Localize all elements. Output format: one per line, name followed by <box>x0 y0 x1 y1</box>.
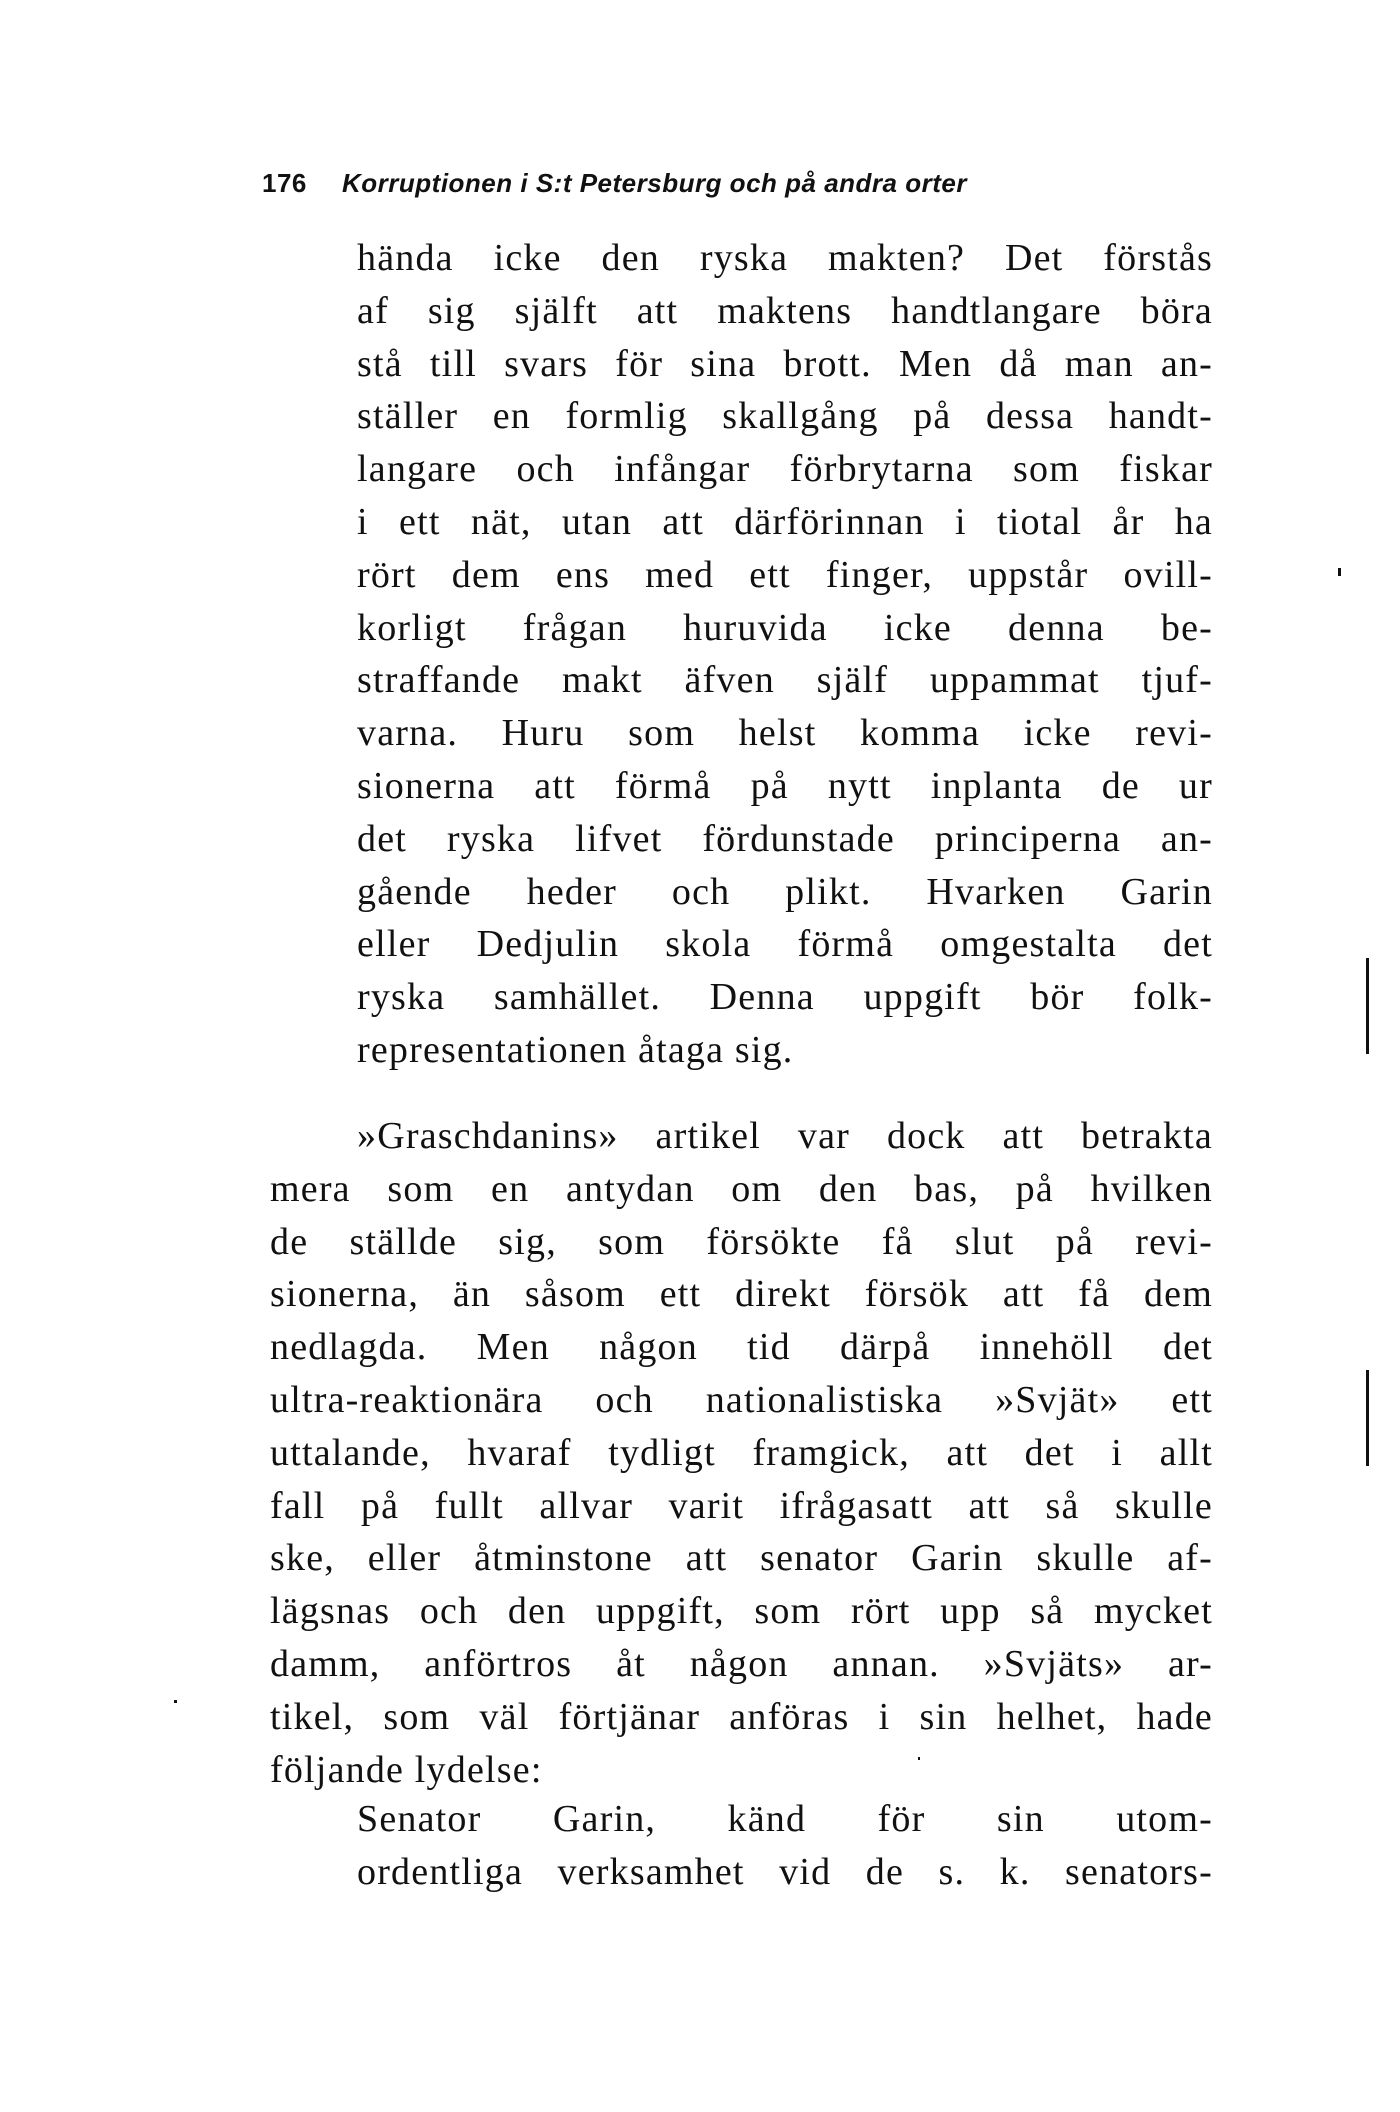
quoted-article <box>357 1793 1213 1899</box>
continuation-paragraph <box>357 232 1213 1077</box>
text-line: fall på fullt allvar varit ifrågasatt att så skulle <box>270 1484 1213 1527</box>
text-line: uttalande, hvaraf tydligt framgick, att det i allt <box>270 1431 1213 1474</box>
text-line: korligt frågan huruvida icke denna be- <box>357 606 1213 649</box>
text-line: sionerna, än såsom ett direkt försök att få dem <box>270 1273 1213 1316</box>
text-line: eller Dedjulin skola förmå omgestalta det <box>357 923 1213 966</box>
text-line: ryska samhället. Denna uppgift bör folk- <box>357 976 1213 1019</box>
body-paragraph <box>270 1110 1213 1796</box>
text-line: i ett nät, utan att därförinnan i tiotal år ha <box>357 500 1213 543</box>
text-line: af sig själft att maktens handtlangare böra <box>357 289 1213 332</box>
text-line: hända icke den ryska makten? Det förstås <box>357 237 1213 279</box>
text-line: de ställde sig, som försökte få slut på revi- <box>270 1220 1213 1263</box>
text-line: Senator Garin, känd för sin utom- <box>357 1798 1213 1840</box>
text-line: ske, eller åtminstone att senator Garin skulle af- <box>270 1537 1213 1580</box>
text-line: straffande makt äfven själf uppammat tjuf- <box>357 659 1213 702</box>
text-line: ordentliga verksamhet vid de s. k. senators- <box>357 1850 1213 1893</box>
page-number: 176 <box>262 168 307 198</box>
text-line: gående heder och plikt. Hvarken Garin <box>357 870 1213 913</box>
text-line: nedlagda. Men någon tid därpå innehöll det <box>270 1326 1213 1369</box>
text-line: »Graschdanins» artikel var dock att betrakta <box>357 1115 1213 1157</box>
margin-speck <box>918 1757 920 1760</box>
text-line: det ryska lifvet fördunstade principerna an- <box>357 817 1213 860</box>
text-line: tikel, som väl förtjänar anföras i sin helhet, hade <box>270 1695 1213 1738</box>
text-line: mera som en antydan om den bas, på hvilken <box>270 1167 1213 1210</box>
text-line: langare och infångar förbrytarna som fiskar <box>357 448 1213 491</box>
margin-rule <box>1366 1370 1369 1466</box>
text-line: varna. Huru som helst komma icke revi- <box>357 712 1213 755</box>
margin-speck <box>1338 568 1341 576</box>
text-line: stå till svars för sina brott. Men då man an- <box>357 342 1213 385</box>
text-line: sionerna att förmå på nytt inplanta de ur <box>357 764 1213 807</box>
text-line: följande lydelse: <box>270 1748 543 1791</box>
margin-rule <box>1366 958 1369 1054</box>
margin-speck <box>174 1700 177 1703</box>
text-line: ultra-reaktionära och nationalistiska »Svjät» ett <box>270 1378 1213 1421</box>
text-line: rört dem ens med ett finger, uppstår ovill- <box>357 553 1213 596</box>
running-title: Korruptionen i S:t Petersburg och på andra orter <box>342 168 967 198</box>
text-line: lägsnas och den uppgift, som rört upp så mycket <box>270 1590 1213 1633</box>
text-line: damm, anförtros åt någon annan. »Svjäts» ar- <box>270 1642 1213 1685</box>
page-header <box>262 168 1122 199</box>
text-line: representationen åtaga sig. <box>357 1028 794 1071</box>
text-line: ställer en formlig skallgång på dessa handt- <box>357 395 1213 438</box>
